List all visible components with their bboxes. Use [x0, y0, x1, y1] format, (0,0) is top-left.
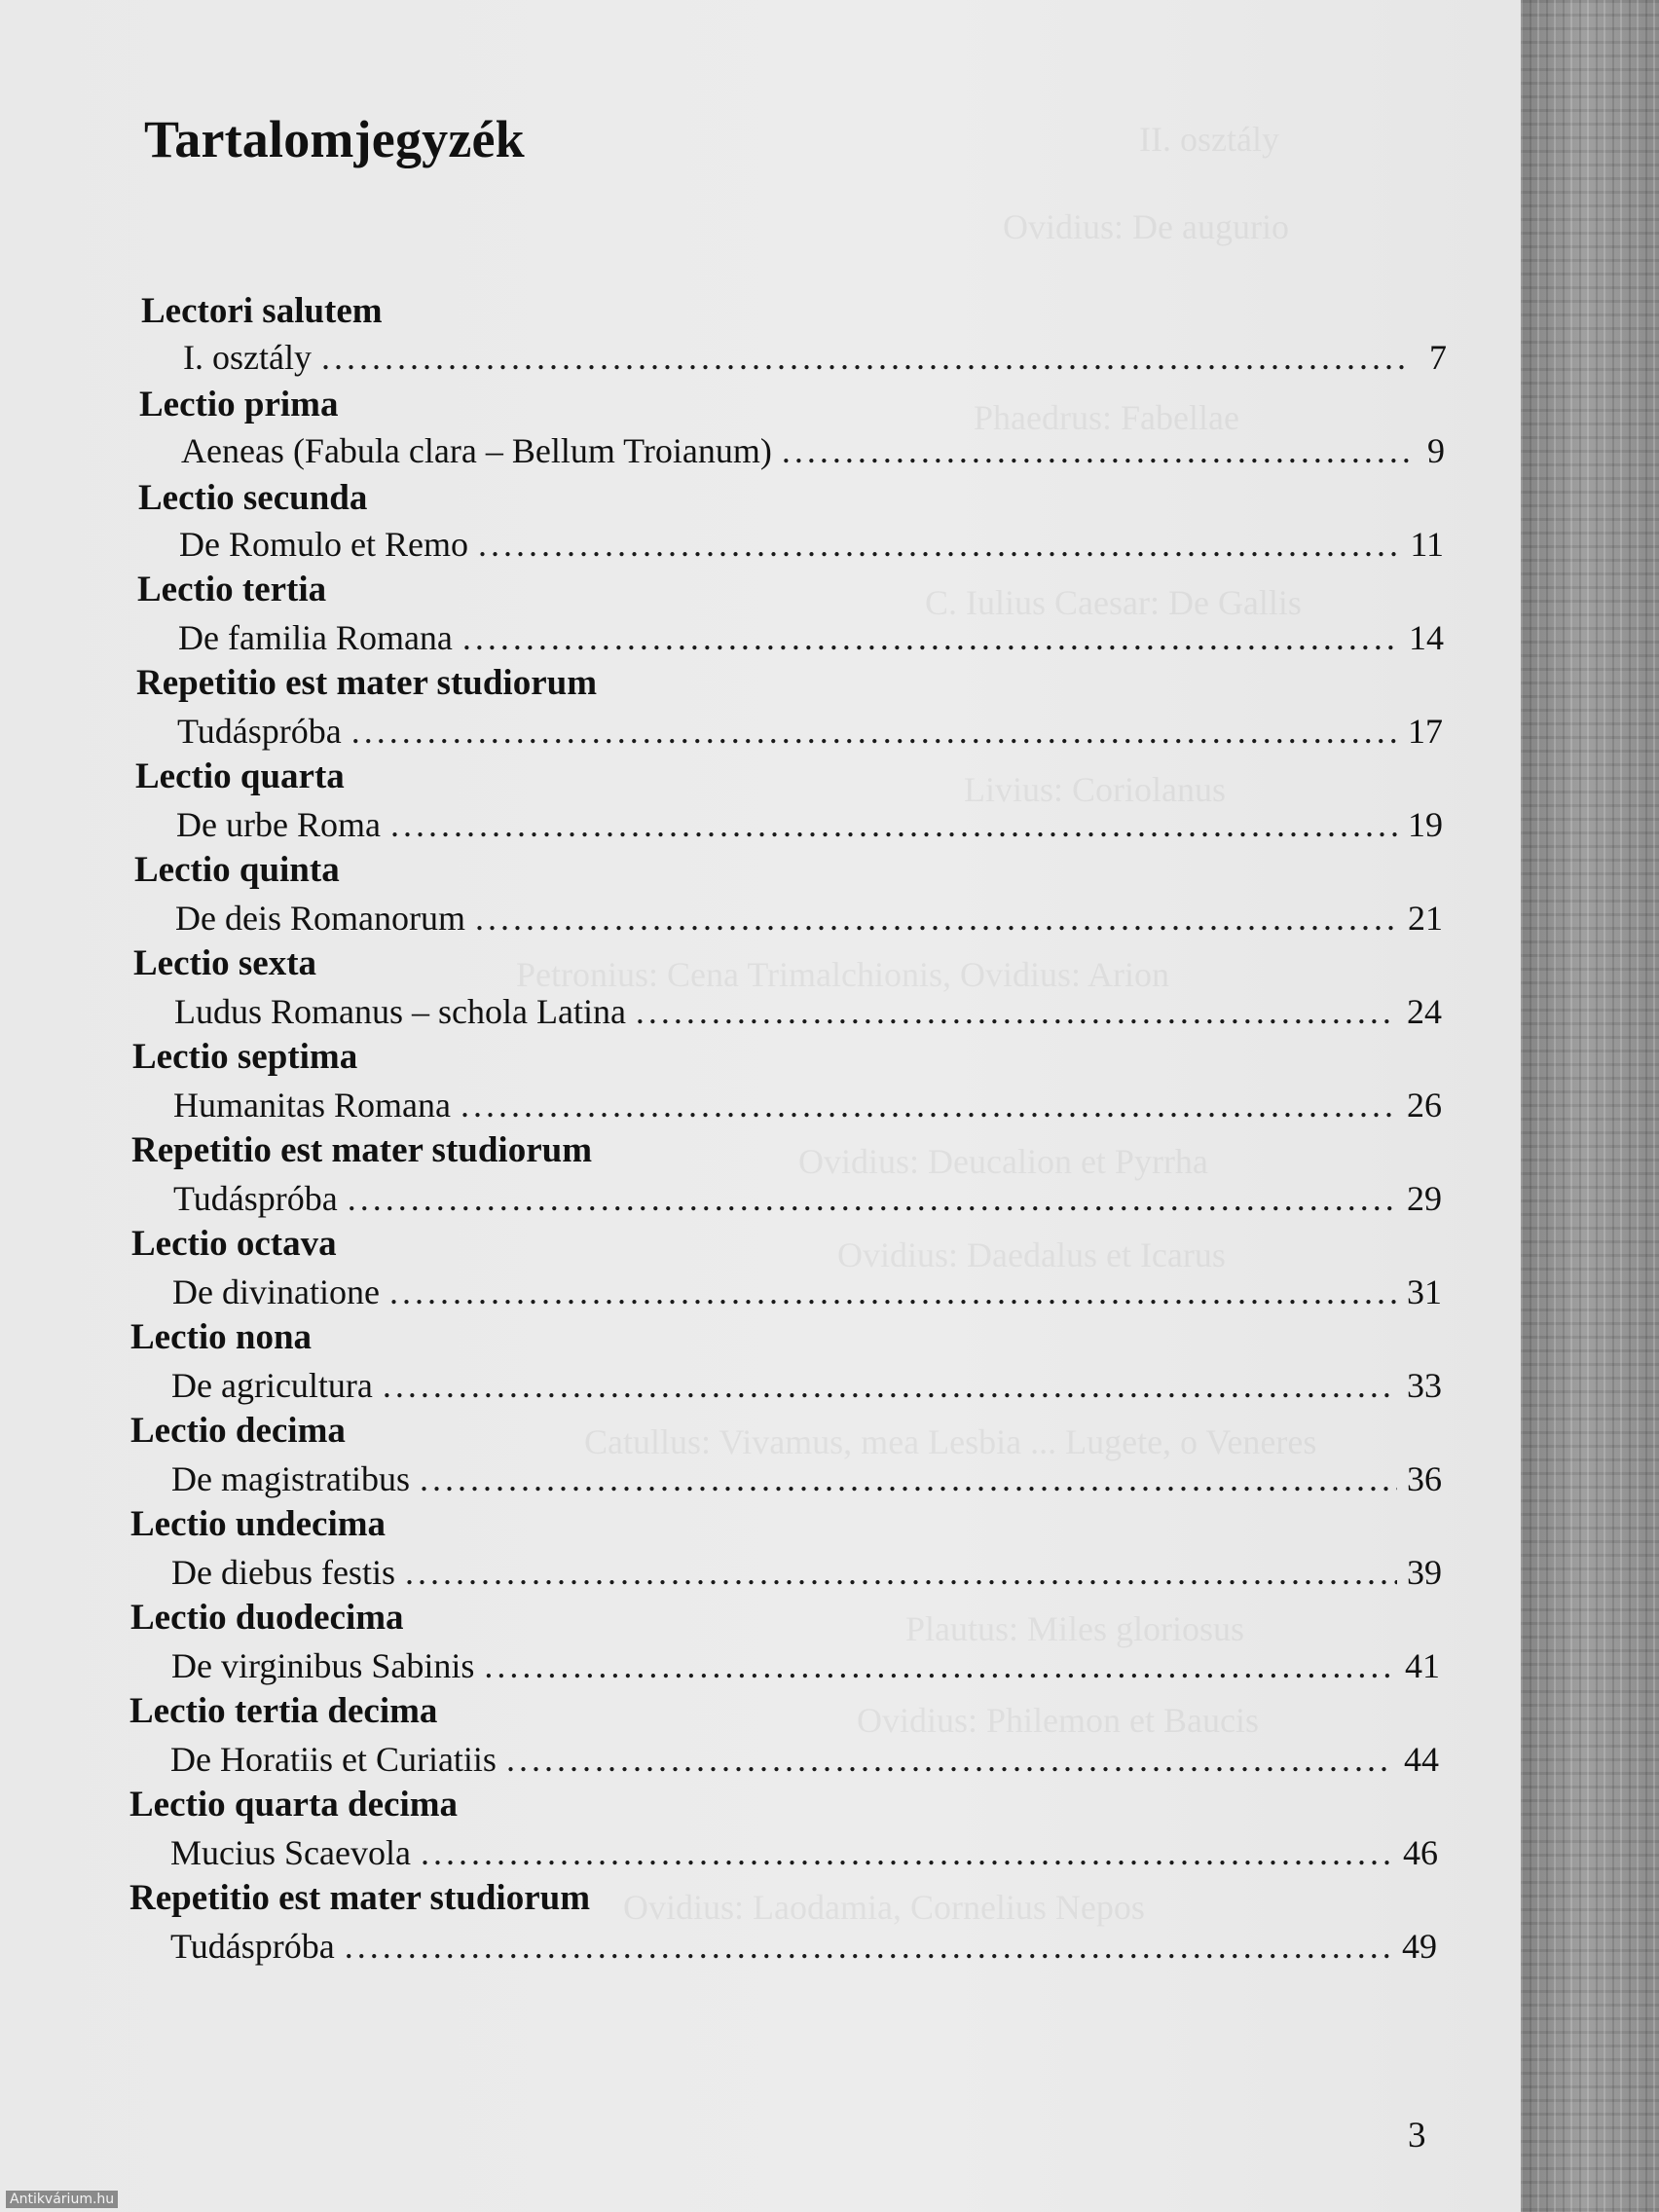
- dot-leader: [478, 524, 1400, 565]
- toc-entry-title: De agricultura: [171, 1366, 373, 1405]
- dot-leader: [389, 1272, 1397, 1312]
- toc-section-heading: Lectio quarta: [135, 756, 345, 796]
- toc-entry-page: 33: [1407, 1366, 1442, 1405]
- bleed-through-text: Phaedrus: Fabellae: [974, 398, 1239, 437]
- toc-entry-title: De deis Romanorum: [175, 899, 465, 938]
- toc-section-heading: Lectio prima: [139, 385, 339, 424]
- bleed-through-text: II. osztály: [1139, 120, 1279, 159]
- bleed-through-text: Ovidius: Daedalus et Icarus: [837, 1235, 1226, 1274]
- dot-leader: [348, 1178, 1397, 1219]
- bleed-through-text: Ovidius: De augurio: [1003, 207, 1289, 246]
- toc-entry: [171, 1645, 1440, 1686]
- toc-entry-page: 36: [1407, 1459, 1442, 1498]
- toc-entry-page: 26: [1407, 1086, 1442, 1124]
- toc-entry-page: 44: [1404, 1740, 1439, 1779]
- toc-entry: [171, 1365, 1442, 1406]
- toc-section-heading: Lectio tertia: [137, 570, 327, 609]
- toc-entry-title: Humanitas Romana: [173, 1086, 451, 1124]
- toc-entry-page: 41: [1405, 1646, 1440, 1685]
- dot-leader: [506, 1739, 1394, 1780]
- toc-entry-title: De Romulo et Remo: [179, 525, 468, 564]
- dot-leader: [782, 430, 1410, 471]
- dot-leader: [461, 1085, 1397, 1125]
- toc-section-heading: Lectori salutem: [141, 291, 383, 331]
- bleed-through-text: Petronius: Cena Trimalchionis, Ovidius: Arion: [516, 955, 1170, 994]
- dot-leader: [462, 617, 1399, 658]
- page-number: 3: [1408, 2116, 1426, 2156]
- toc-section-heading: Lectio quinta: [134, 850, 340, 890]
- toc-entry: [173, 1085, 1442, 1125]
- toc-section-heading: Lectio quarta decima: [129, 1785, 459, 1825]
- toc-entry-page: 31: [1407, 1272, 1442, 1311]
- bleed-through-text: Livius: Coriolanus: [964, 770, 1226, 809]
- toc-entry: [170, 1739, 1439, 1780]
- toc-section-heading: Repetitio est mater studiorum: [131, 1130, 593, 1170]
- toc-entry: [178, 617, 1444, 658]
- toc-section-heading: Repetitio est mater studiorum: [136, 663, 598, 703]
- toc-entry-title: De urbe Roma: [176, 805, 381, 844]
- toc-entry-page: 39: [1407, 1553, 1442, 1592]
- toc-section-heading: Lectio octava: [131, 1224, 337, 1264]
- toc-entry-title: De magistratibus: [171, 1459, 410, 1498]
- toc-entry-page: 17: [1408, 712, 1443, 751]
- toc-entry: [176, 804, 1443, 845]
- bleed-through-text: Ovidius: Deucalion et Pyrrha: [798, 1142, 1208, 1181]
- toc-section-heading: Lectio sexta: [133, 943, 317, 983]
- toc-entry: [179, 524, 1444, 565]
- toc-entry-title: I. osztály: [183, 338, 312, 377]
- toc-entry: [183, 337, 1447, 378]
- dot-leader: [345, 1926, 1392, 1967]
- toc-entry-page: 14: [1409, 618, 1444, 657]
- toc-entry-title: De divinatione: [172, 1272, 380, 1311]
- bleed-through-text: Plautus: Miles gloriosus: [905, 1609, 1245, 1648]
- toc-entry-page: 9: [1427, 431, 1445, 470]
- toc-section-heading: Lectio secunda: [138, 478, 368, 518]
- dot-leader: [636, 991, 1397, 1032]
- toc-section-heading: Lectio decima: [130, 1411, 346, 1451]
- toc-entry: [175, 898, 1443, 939]
- toc-entry-page: 29: [1407, 1179, 1442, 1218]
- dot-leader: [421, 1832, 1393, 1873]
- bleed-through-text: C. Iulius Caesar: De Gallis: [925, 583, 1302, 622]
- toc-entry: [173, 1178, 1442, 1219]
- toc-entry-page: 21: [1408, 899, 1443, 938]
- toc-section-heading: Repetitio est mater studiorum: [129, 1878, 591, 1918]
- dot-leader: [475, 898, 1398, 939]
- toc-entry: [177, 711, 1443, 752]
- toc-entry-page: 11: [1410, 525, 1444, 564]
- toc-section-heading: Lectio septima: [132, 1037, 358, 1077]
- toc-entry: [174, 991, 1442, 1032]
- toc-entry-title: De familia Romana: [178, 618, 453, 657]
- toc-entry-title: Tudáspróba: [177, 712, 342, 751]
- toc-entry: [171, 1552, 1442, 1593]
- wooden-background: [1521, 0, 1659, 2212]
- toc-entry: [171, 1458, 1442, 1499]
- toc-entry: [181, 430, 1445, 471]
- toc-section-heading: Lectio undecima: [130, 1504, 387, 1544]
- toc-entry-page: 19: [1408, 805, 1443, 844]
- toc-entry-title: Aeneas (Fabula clara – Bellum Troianum): [181, 431, 772, 470]
- toc-entry-title: De Horatiis et Curiatiis: [170, 1740, 497, 1779]
- toc-entry-title: Tudáspróba: [170, 1927, 335, 1966]
- toc-entry-page: 24: [1407, 992, 1442, 1031]
- bleed-through-text: Ovidius: Laodamia, Cornelius Nepos: [623, 1888, 1145, 1927]
- toc-entry-page: 46: [1403, 1833, 1438, 1872]
- page-title: Tartalomjegyzék: [144, 110, 525, 168]
- toc-entry: [170, 1832, 1438, 1873]
- toc-entry-title: Tudáspróba: [173, 1179, 338, 1218]
- toc-entry: [170, 1926, 1437, 1967]
- dot-leader: [405, 1552, 1397, 1593]
- bleed-through-text: Catullus: Vivamus, mea Lesbia ... Lugete, o Veneres: [584, 1422, 1317, 1461]
- dot-leader: [390, 804, 1398, 845]
- dot-leader: [484, 1645, 1395, 1686]
- toc-section-heading: Lectio nona: [130, 1317, 313, 1357]
- toc-entry-page: 49: [1402, 1927, 1437, 1966]
- toc-entry: [172, 1272, 1442, 1312]
- toc-entry-page: 7: [1429, 338, 1447, 377]
- dot-leader: [383, 1365, 1397, 1406]
- toc-entry-title: Mucius Scaevola: [170, 1833, 411, 1872]
- dot-leader: [351, 711, 1398, 752]
- dot-leader: [420, 1458, 1397, 1499]
- watermark-text: Antikvárium.hu: [6, 2191, 118, 2208]
- toc-entry-title: De virginibus Sabinis: [171, 1646, 475, 1685]
- toc-section-heading: Lectio duodecima: [130, 1598, 404, 1638]
- toc-entry-title: Ludus Romanus – schola Latina: [174, 992, 626, 1031]
- dot-leader: [321, 337, 1412, 378]
- bleed-through-text: Ovidius: Philemon et Baucis: [857, 1701, 1259, 1740]
- toc-section-heading: Lectio tertia decima: [129, 1691, 438, 1731]
- toc-entry-title: De diebus festis: [171, 1553, 395, 1592]
